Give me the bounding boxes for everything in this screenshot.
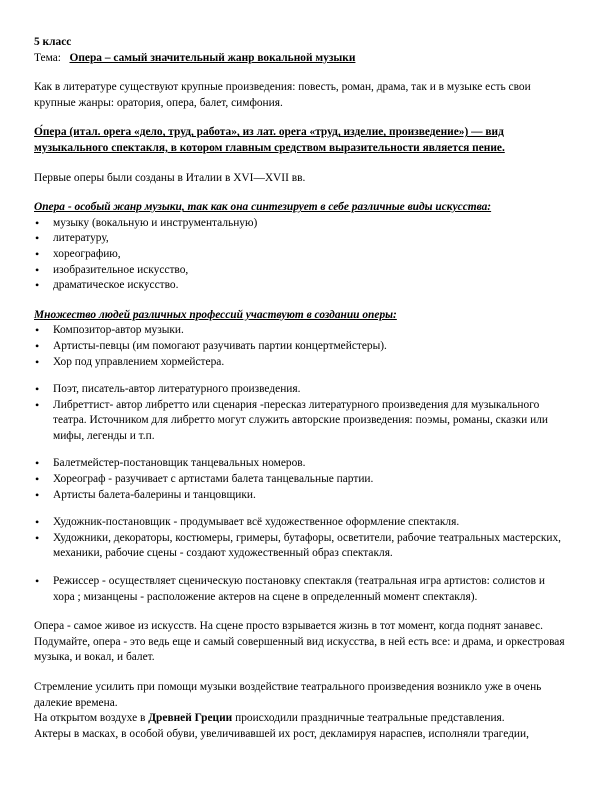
list-item: • драматическое искусство. <box>34 278 566 294</box>
list-item: • литературу, <box>34 231 566 247</box>
opera-definition: О́пера (итал. opera «дело, труд, работа», из лат. opera «труд, изделие, произведение») — вид музыкального спектакля, в котором главным средством выразительности является пение. <box>34 126 505 154</box>
first-operas-paragraph: Первые оперы были созданы в Италии в XVI—XVII вв. <box>34 171 306 184</box>
list-item: • Балетмейстер-постановщик танцевальных номеров. <box>34 456 566 472</box>
list-item: • Режиссер - осуществляет сценическую постановку спектакля (театральная игра артистов: солистов и хора ; мизанцены - расположение актеров на сцене в определенный момент спектакля). <box>34 574 566 605</box>
list-item: • хореографию, <box>34 247 566 263</box>
synthesis-lead: Опера - особый жанр музыки, так как она синтезирует в себе различные виды искусства: <box>34 201 492 214</box>
professions-group-music <box>34 323 566 370</box>
list-item: • Хор под управлением хормейстера. <box>34 355 566 371</box>
list-item: • изобразительное искусство, <box>34 263 566 279</box>
ancient-greece-label: Древней Греции <box>148 712 233 725</box>
list-item: • Композитор-автор музыки. <box>34 323 566 339</box>
intro-paragraph: Как в литературе существуют крупные произведения: повесть, роман, драма, так и в музыке есть свои крупные жанры: оратория, опера, балет, симфония. <box>34 81 531 109</box>
history-paragraph-3: Актеры в масках, в особой обуви, увеличивавшей их рост, декламируя нараспев, исполняли трагедии, <box>34 727 529 740</box>
topic-title: Опера – самый значительный жанр вокальной музыки <box>69 51 356 64</box>
history-paragraph-1: Стремление усилить при помощи музыки воздействие театрального произведения возникло уже в очень далекие времена. <box>34 681 542 709</box>
list-item: • Артисты-певцы (им помогают разучивать партии концертмейстеры). <box>34 339 566 355</box>
synthesis-list <box>34 216 566 294</box>
opera-alive-paragraph: Опера - самое живое из искусств. На сцене просто взрывается жизнь в тот момент, когда поднят занавес. Подумайте, опера - это ведь еще и самый совершенный вид искусства, в ней есть все: и драма, и оркестровая музыка, и вокал, и балет. <box>34 620 565 664</box>
list-item: • Поэт, писатель-автор литературного произведения. <box>34 382 566 398</box>
history-text: На открытом воздухе в <box>34 712 149 725</box>
topic-line <box>34 51 566 67</box>
professions-group-literature <box>34 382 566 444</box>
list-item: • Артисты балета-балерины и танцовщики. <box>34 488 566 504</box>
professions-group-art <box>34 515 566 562</box>
professions-group-dance <box>34 456 566 503</box>
list-item: • Либреттист- автор либретто или сценария -пересказ литературного произведения для музыкального театра. Источником для либретто могут служить авторские произведения: поэмы, романы, сказки или мифы, легенды и т.п. <box>34 398 566 445</box>
grade-label: 5 класс <box>34 36 72 48</box>
list-item: • музыку (вокальную и инструментальную) <box>34 216 566 232</box>
list-item: • Хореограф - разучивает с артистами балета танцевальные партии. <box>34 472 566 488</box>
professions-group-director <box>34 574 566 605</box>
history-paragraph-2 <box>34 711 566 727</box>
history-text: происходили праздничные театральные представления. <box>232 712 505 725</box>
professions-lead: Множество людей различных профессий участвуют в создании оперы: <box>34 308 397 321</box>
list-item: • Художник-постановщик - продумывает всё художественное оформление спектакля. <box>34 515 566 531</box>
list-item: • Художники, декораторы, костюмеры, гримеры, бутафоры, осветители, рабочие театральных мастерских, механики, рабочие сцены - создают художественный образ спектакля. <box>34 531 566 562</box>
topic-label: Тема: <box>34 51 61 64</box>
